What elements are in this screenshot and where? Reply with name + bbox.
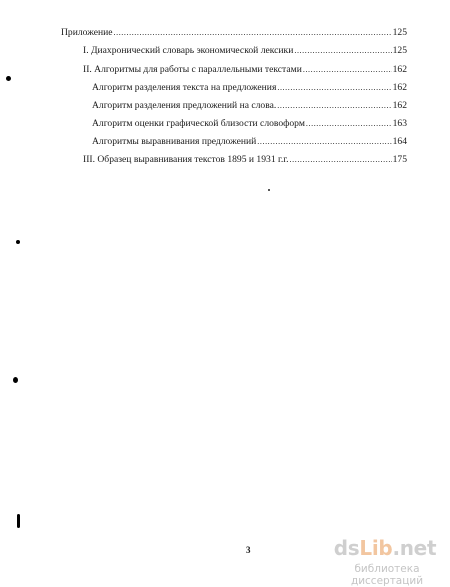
toc-entry-page: 162 <box>392 64 407 75</box>
toc-entry-page: 162 <box>392 100 407 111</box>
punch-hole-mark <box>6 76 11 81</box>
punch-hole-mark <box>13 377 18 383</box>
toc-leader-dots <box>277 100 391 112</box>
toc-leader-dots <box>303 64 392 76</box>
toc-entry-graphic-similarity <box>92 118 407 130</box>
scan-speck <box>268 189 270 191</box>
toc-leader-dots <box>277 82 391 94</box>
toc-entry-title: I. Диахронический словарь экономической лексики <box>83 45 294 56</box>
toc-entry-page: 125 <box>392 27 407 38</box>
toc-entry-page: 162 <box>392 82 407 93</box>
toc-leader-dots <box>306 118 392 130</box>
toc-entry-title: Алгоритмы выравнивания предложений <box>92 136 257 147</box>
toc-entry-page: 163 <box>392 118 407 129</box>
toc-entry-title: Алгоритм разделения предложений на слова. <box>92 100 277 111</box>
toc-entry-sentence-split <box>92 82 407 94</box>
toc-entry-alignment <box>92 136 407 148</box>
toc-entry-dictionary <box>83 45 407 57</box>
toc-entry-appendix <box>61 27 407 39</box>
page-number: 3 <box>246 545 251 555</box>
toc-entry-word-split <box>92 100 407 112</box>
toc-entry-page: 175 <box>392 154 407 165</box>
watermark-brand-part: .net <box>392 536 437 560</box>
watermark-logo <box>330 536 440 560</box>
toc-leader-dots <box>294 45 391 57</box>
toc-entry-title: III. Образец выравнивания текстов 1895 и 1931 г.г. <box>83 154 289 165</box>
punch-hole-mark <box>17 514 20 528</box>
toc-entry-page: 125 <box>392 45 407 56</box>
toc-entry-algorithms <box>83 64 407 76</box>
watermark-brand-part: ds <box>333 536 360 560</box>
toc-leader-dots <box>290 154 392 166</box>
toc-entry-title: Алгоритм разделения текста на предложения <box>92 82 277 93</box>
watermark-brand-part: Lib <box>359 536 393 560</box>
toc-entry-title: Приложение <box>61 27 113 38</box>
watermark-subtitle: библиотека диссертаций <box>350 563 424 587</box>
toc-leader-dots <box>114 27 392 39</box>
punch-hole-mark <box>16 240 20 244</box>
toc-entry-title: II. Алгоритмы для работы с параллельными текстами <box>83 64 302 75</box>
toc-entry-title: Алгоритм оценки графической близости словоформ <box>92 118 305 129</box>
toc-entry-sample <box>83 154 407 166</box>
toc-leader-dots <box>257 136 391 148</box>
toc-entry-page: 164 <box>392 136 407 147</box>
